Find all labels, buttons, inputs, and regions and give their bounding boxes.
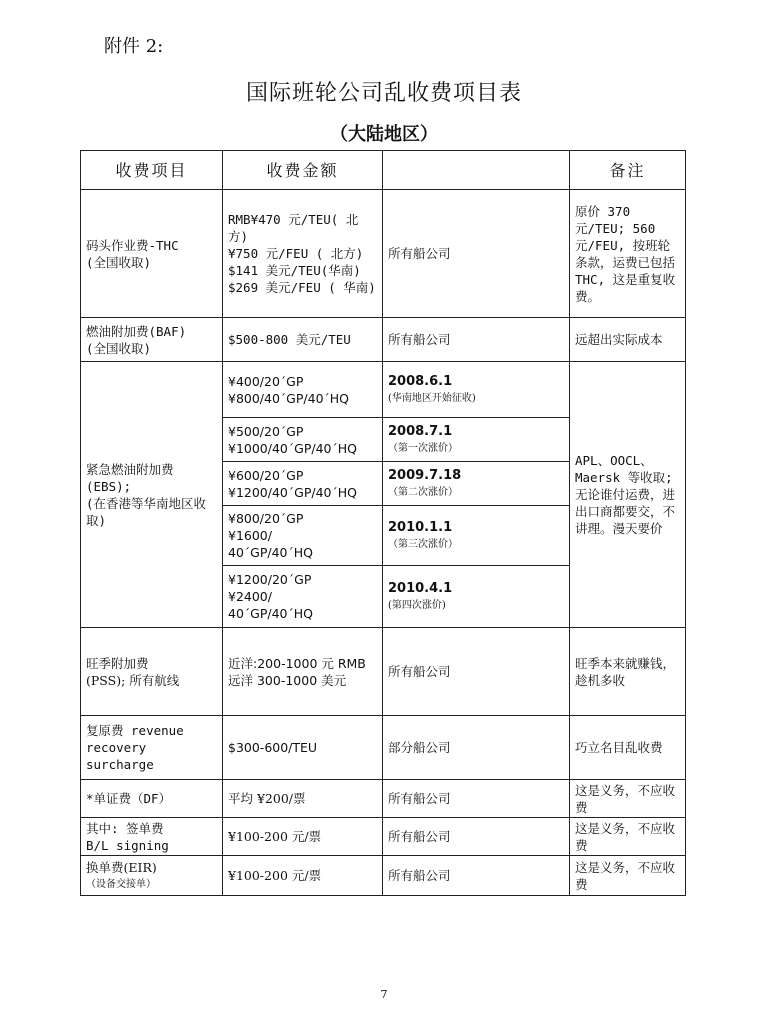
- fee-date-ebs-1: [383, 362, 570, 418]
- fee-date-ebs-3: [383, 462, 570, 506]
- fee-note-recovery: 巧立名目乱收费: [570, 716, 686, 780]
- column-header-note: 备注: [570, 151, 686, 190]
- table-row: [81, 716, 686, 780]
- table-row: [81, 856, 686, 896]
- table-row: [81, 628, 686, 716]
- table-row: [81, 190, 686, 318]
- document-title: 国际班轮公司乱收费项目表: [245, 81, 522, 106]
- fee-carrier-df: 所有船公司: [383, 780, 570, 818]
- fee-item-eir-sub: （设备交接单）: [86, 878, 156, 890]
- fee-carrier-pss: 所有船公司: [383, 628, 570, 716]
- fee-amount-baf: $500-800 美元/TEU: [223, 318, 383, 362]
- fee-item-baf: 燃油附加费(BAF) (全国收取): [81, 318, 223, 362]
- fee-carrier-thc: 所有船公司: [383, 190, 570, 318]
- fee-date-ebs-2: [383, 418, 570, 462]
- attachment-label: 附件 2:: [104, 36, 164, 57]
- fee-note-df: 这是义务，不应收费: [570, 780, 686, 818]
- fee-amount-ebs-1: ¥400/20´GP ¥800/40´GP/40´HQ: [223, 362, 383, 418]
- table-row: [81, 780, 686, 818]
- effective-date-note: (第四次涨价): [388, 599, 446, 611]
- fee-amount-bl: ¥100-200 元/票: [223, 818, 383, 856]
- fee-item-eir: [81, 856, 223, 896]
- fee-amount-eir: ¥100-200 元/票: [223, 856, 383, 896]
- fee-item-recovery: 复原费 revenue recovery surcharge: [81, 716, 223, 780]
- effective-date-note: （第二次涨价）: [388, 486, 458, 498]
- fee-carrier-bl: 所有船公司: [383, 818, 570, 856]
- column-header-carrier: [383, 151, 570, 190]
- document-subtitle: （大陆地区）: [330, 124, 438, 145]
- fee-carrier-eir: 所有船公司: [383, 856, 570, 896]
- fee-item-pss: 旺季附加费 (PSS); 所有航线: [81, 628, 223, 716]
- fee-item-eir-label: 换单费(EIR): [86, 859, 157, 875]
- fee-date-ebs-5: [383, 566, 570, 628]
- fee-note-baf: 远超出实际成本: [570, 318, 686, 362]
- effective-date: 2010.4.1: [388, 580, 453, 596]
- fee-note-ebs: APL、OOCL、Maersk 等收取; 无论谁付运费，进出口商都要交，不讲理。漫天要价: [570, 362, 686, 628]
- effective-date: 2008.7.1: [388, 423, 453, 439]
- fee-carrier-baf: 所有船公司: [383, 318, 570, 362]
- effective-date-note: (华南地区开始征收): [388, 392, 476, 404]
- column-header-amount: 收费金额: [223, 151, 383, 190]
- fee-amount-df: 平均 ¥200/票: [223, 780, 383, 818]
- fee-note-bl: 这是义务，不应收费: [570, 818, 686, 856]
- fee-item-df: *单证费（DF）: [81, 780, 223, 818]
- effective-date-note: （第一次涨价）: [388, 442, 458, 454]
- fee-carrier-recovery: 部分船公司: [383, 716, 570, 780]
- table-header-row: [81, 151, 686, 190]
- fee-amount-thc: RMB¥470 元/TEU( 北方) ¥750 元/FEU ( 北方) $141 美元/TEU(华南) $269 美元/FEU ( 华南): [223, 190, 383, 318]
- effective-date-note: （第三次涨价）: [388, 538, 458, 550]
- fee-note-pss: 旺季本来就赚钱，趁机多收: [570, 628, 686, 716]
- fee-amount-pss: 近洋:200-1000 元 RMB 远洋 300-1000 美元: [223, 628, 383, 716]
- fee-item-bl: 其中: 签单费 B/L signing: [81, 818, 223, 856]
- fee-item-thc: 码头作业费-THC (全国收取): [81, 190, 223, 318]
- page-number: 7: [380, 988, 388, 1001]
- fee-amount-ebs-3: ¥600/20´GP ¥1200/40´GP/40´HQ: [223, 462, 383, 506]
- fee-amount-ebs-2: ¥500/20´GP ¥1000/40´GP/40´HQ: [223, 418, 383, 462]
- table-row: [81, 818, 686, 856]
- effective-date: 2008.6.1: [388, 373, 453, 389]
- fee-amount-ebs-4: ¥800/20´GP ¥1600/ 40´GP/40´HQ: [223, 506, 383, 566]
- effective-date: 2009.7.18: [388, 467, 462, 483]
- fee-date-ebs-4: [383, 506, 570, 566]
- fee-item-ebs: 紧急燃油附加费(EBS); (在香港等华南地区收取): [81, 362, 223, 628]
- column-header-item: 收费项目: [81, 151, 223, 190]
- effective-date: 2010.1.1: [388, 519, 453, 535]
- table-row: [81, 362, 686, 418]
- fee-amount-recovery: $300-600/TEU: [223, 716, 383, 780]
- table-row: [81, 318, 686, 362]
- fee-note-thc: 原价 370 元/TEU; 560 元/FEU, 按班轮条款，运费已包括 THC, 这是重复收费。: [570, 190, 686, 318]
- fee-note-eir: 这是义务，不应收费: [570, 856, 686, 896]
- fee-table: [80, 150, 686, 896]
- fee-amount-ebs-5: ¥1200/20´GP ¥2400/ 40´GP/40´HQ: [223, 566, 383, 628]
